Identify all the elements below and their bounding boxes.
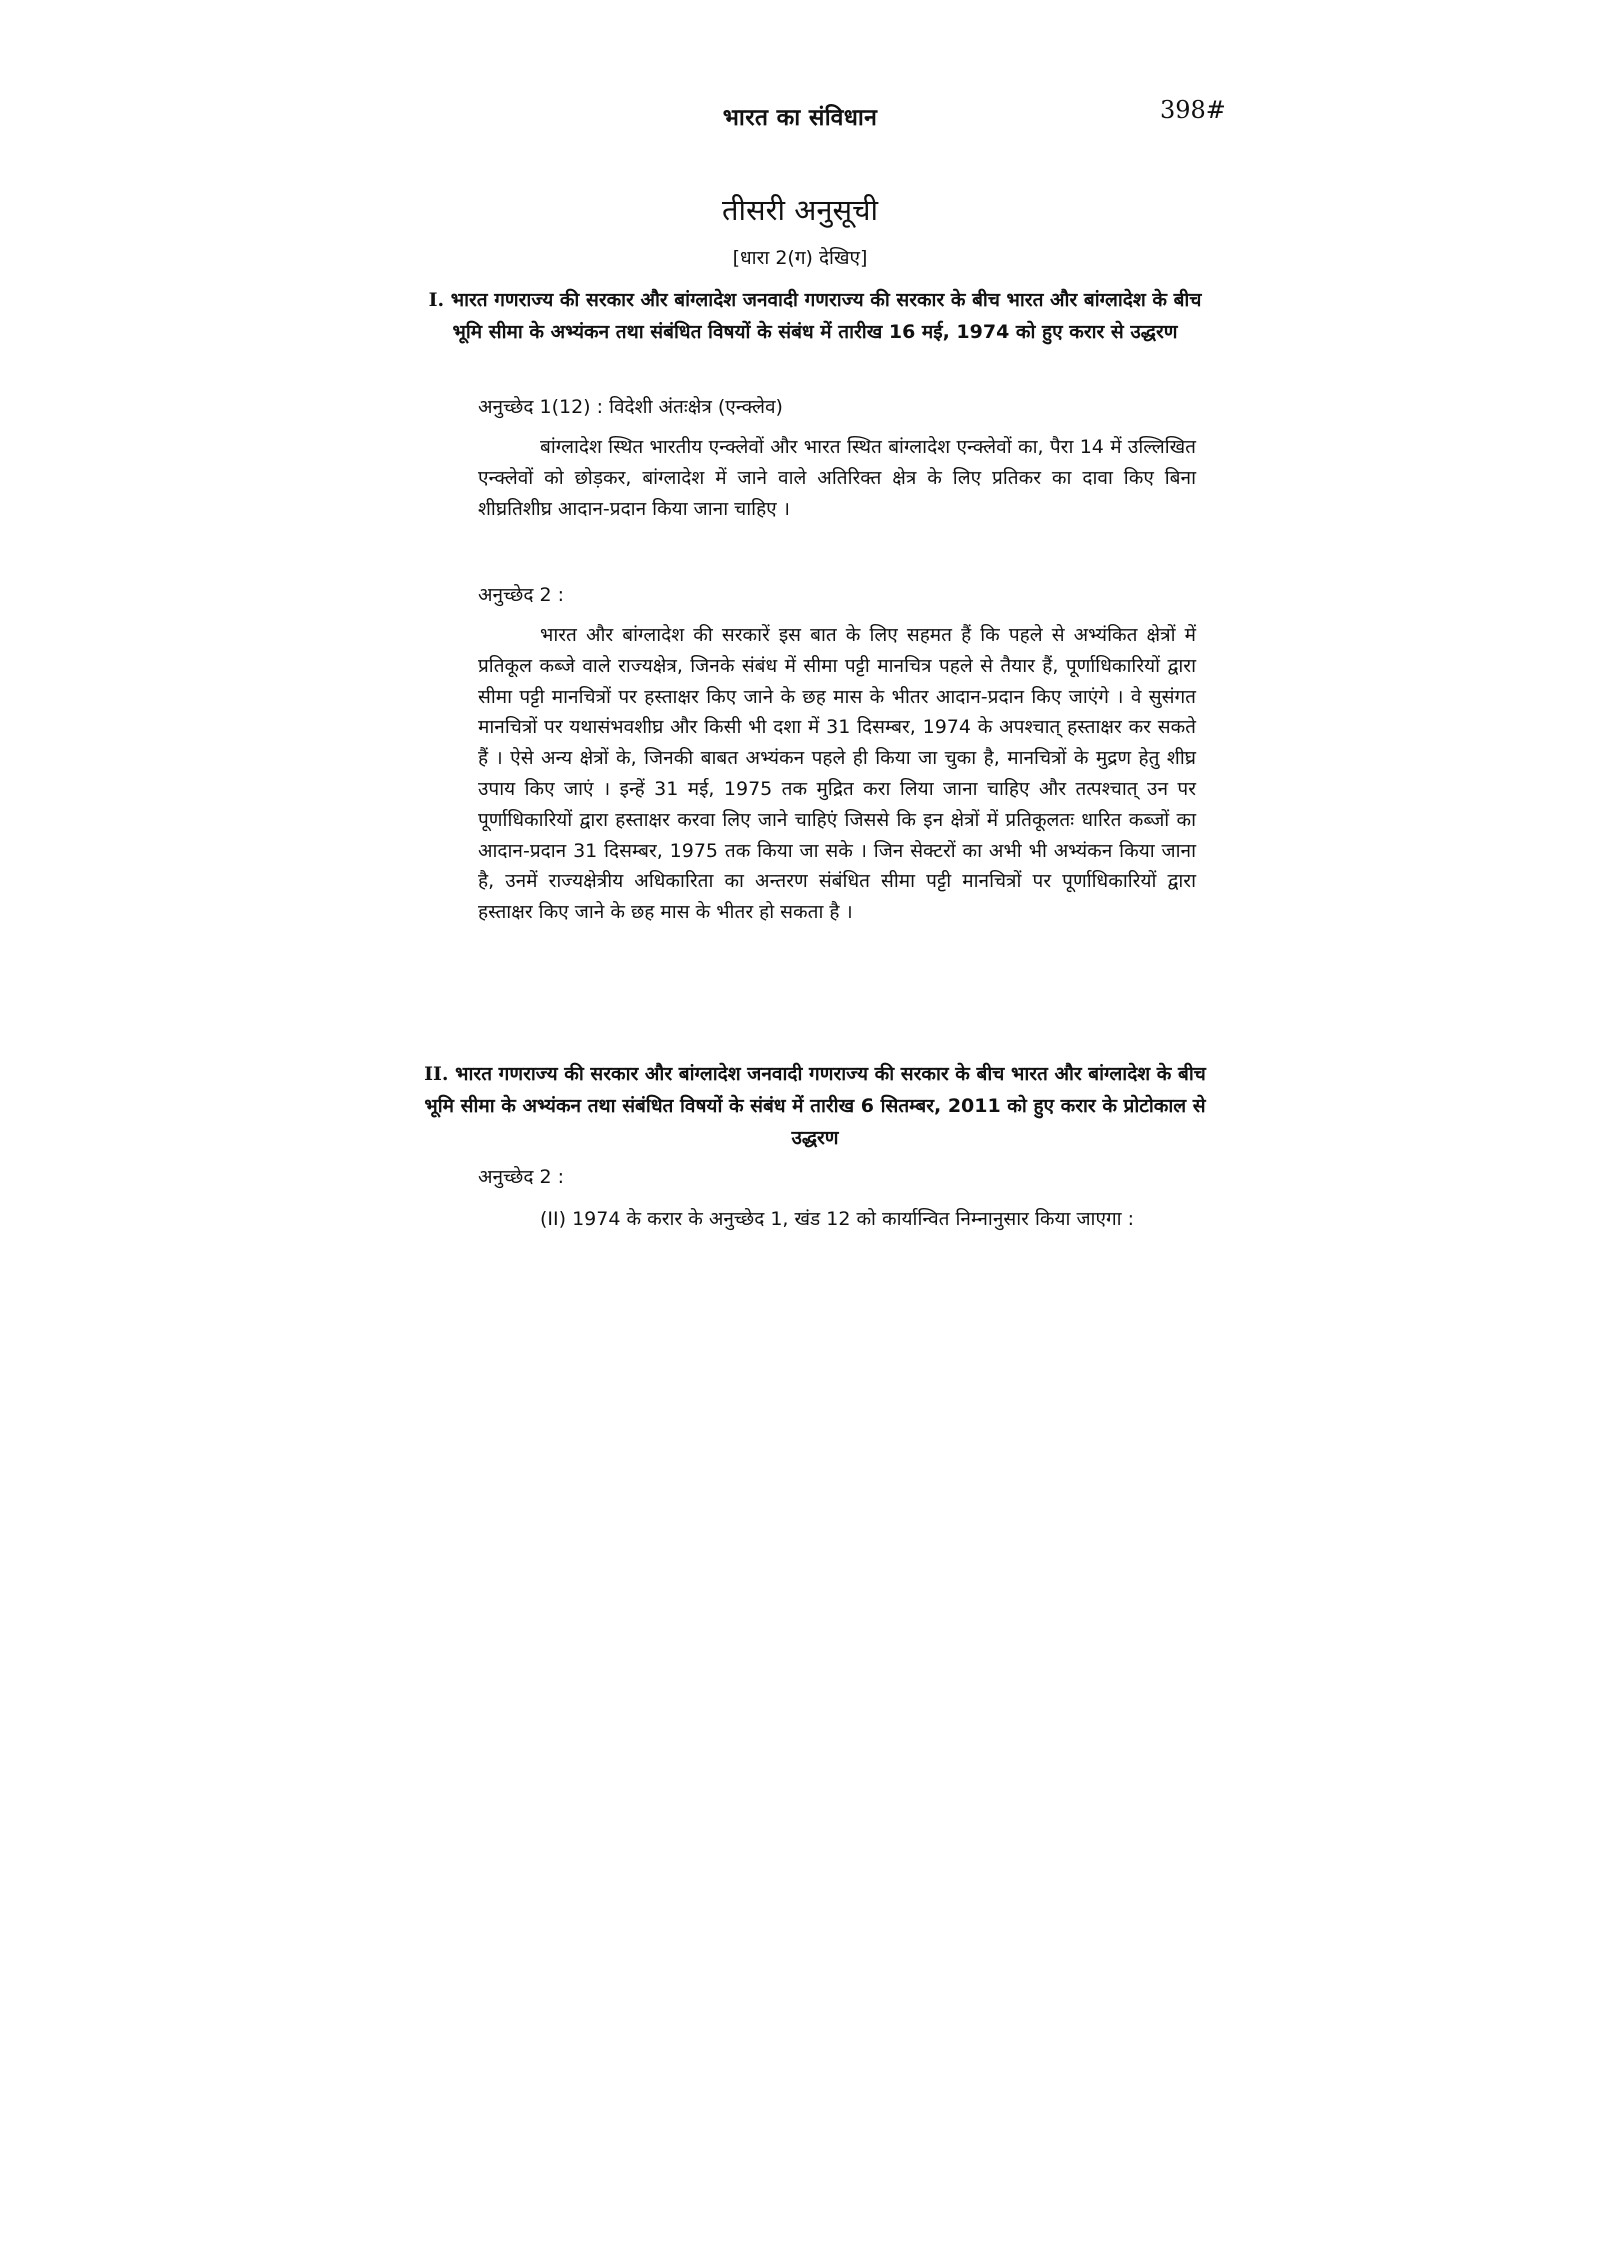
article-2-paragraph: भारत और बांग्लादेश की सरकारें इस बात के लिए सहमत हैं कि पहले से अभ्यंकित क्षेत्रों में प्रतिकूल कब्जे वाले राज्यक्षेत्र, जिनके संबंध में सीमा पट्टी मानचित्र पहले से तैयार हैं, पूर्णाधिकारियों द्वारा सीमा पट्टी मानचित्रों पर हस्ताक्षर किए जाने के छह मास के भीतर आदान-प्रदान किए जाएंगे । वे सुसंगत मानचित्रों पर यथासंभवशीघ्र और किसी भी दशा में 31 दिसम्बर, 1974 के अपश्चात् हस्ताक्षर कर सकते हैं । ऐसे अन्य क्षेत्रों के, जिनकी बाबत अभ्यंकन पहले ही किया जा चुका है, मानचित्रों के मुद्रण हेतु शीघ्र उपाय किए जाएं । इन्हें 31 मई, 1975 तक मुद्रित करा लिया जाना चाहिए और तत्पश्चात् उन पर पूर्णाधिकारियों द्वारा हस्ताक्षर करवा लिए जाने चाहिएं जिससे कि इन क्षेत्रों में प्रतिकूलतः धारित कब्जों का आदान-प्रदान 31 दिसम्बर, 1975 तक किया जा सके । जिन सेक्टरों का अभी भी अभ्यंकन किया जाना है, उनमें राज्यक्षेत्रीय अधिकारिता का अन्तरण संबंधित सीमा पट्टी मानचित्रों पर पूर्णाधिकारियों द्वारा हस्ताक्षर किए जाने के छह मास के भीतर हो सकता है । — [478, 624, 1196, 924]
schedule-title: तीसरी अनुसूची — [721, 193, 879, 227]
section-reference: [धारा 2(ग) देखिए] — [732, 247, 868, 269]
section-2-number: II. — [424, 1063, 449, 1085]
protocol-article-2-label: अनुच्छेद 2 : — [478, 1166, 565, 1188]
section-1-heading — [420, 284, 1210, 348]
running-title: भारत का संविधान — [722, 105, 878, 131]
page-number: 398# — [1160, 96, 1226, 124]
section-2-heading-text: भारत गणराज्य की सरकार और बांग्लादेश जनवादी गणराज्य की सरकार के बीच भारत और बांग्लादेश के बीच भूमि सीमा के अभ्यंकन तथा संबंधित विषयों के संबंध में तारीख 6 सितम्बर, 2011 को हुए करार के प्रोटोकाल से उद्धरण — [424, 1063, 1206, 1149]
article-1-label: अनुच्छेद 1(12) : विदेशी अंतःक्षेत्र (एन्क्लेव) — [478, 396, 783, 418]
protocol-article-2-paragraph: (II) 1974 के करार के अनुच्छेद 1, खंड 12 को कार्यान्वित निम्नानुसार किया जाएगा : — [540, 1208, 1135, 1230]
article-1-paragraph: बांग्लादेश स्थित भारतीय एन्क्लेवों और भारत स्थित बांग्लादेश एन्क्लेवों का, पैरा 14 में उल्लिखित एन्क्लेवों को छोड़कर, बांग्लादेश में जाने वाले अतिरिक्त क्षेत्र के लिए प्रतिकर का दावा किए बिना शीघ्रतिशीघ्र आदान-प्रदान किया जाना चाहिए । — [478, 436, 1196, 520]
section-1-number: I. — [428, 289, 445, 311]
section-2-heading — [420, 1058, 1210, 1154]
article-2-label: अनुच्छेद 2 : — [478, 584, 565, 606]
section-1-heading-text: भारत गणराज्य की सरकार और बांग्लादेश जनवादी गणराज्य की सरकार के बीच भारत और बांग्लादेश के बीच भूमि सीमा के अभ्यंकन तथा संबंधित विषयों के संबंध में तारीख 16 मई, 1974 को हुए करार से उद्धरण — [450, 289, 1202, 343]
